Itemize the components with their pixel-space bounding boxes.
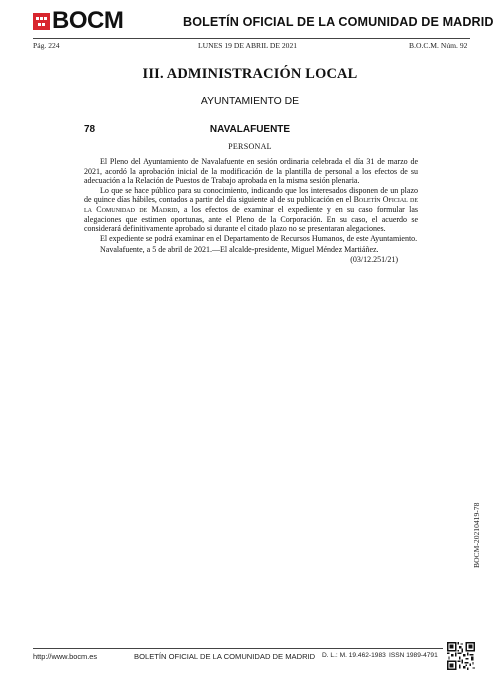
page-number: Pág. 224 xyxy=(33,41,60,50)
header-divider xyxy=(33,38,470,39)
bocm-logo xyxy=(33,7,124,34)
municipality-name: NAVALAFUENTE xyxy=(209,124,291,135)
gazette-name-inline: Boletín Oficial de la Comunidad de Madrid xyxy=(84,195,418,214)
issn-number: ISSN 1989-4791 xyxy=(389,652,438,659)
footer-divider xyxy=(33,648,443,649)
qr-code-icon xyxy=(447,642,475,670)
announcement-body xyxy=(84,157,418,265)
entry-number: 78 xyxy=(84,124,96,135)
paragraph-publication xyxy=(84,186,418,234)
gazette-title: BOLETÍN OFICIAL DE LA COMUNIDAD DE MADRID xyxy=(183,15,494,29)
reference-code: (03/12.251/21) xyxy=(350,254,398,264)
comunidad-madrid-flag-icon xyxy=(33,13,50,30)
publication-date: LUNES 19 DE ABRIL DE 2021 xyxy=(198,41,298,50)
footer-url-link[interactable]: http://www.bocm.es xyxy=(33,652,98,661)
legal-deposit: D. L.: M. 19.462-1983 xyxy=(322,652,386,659)
paragraph-publication-end: , a los efectos de examinar el expediente y en su caso formular las alegaciones que estimen oportunas, ante el Pleno de la Corporación. En su caso, el acuerdo se considerará definitivamente aprobado si durante el citado plazo no se presentaran alegaciones. xyxy=(84,204,418,234)
footer-title: BOLETÍN OFICIAL DE LA COMUNIDAD DE MADRID xyxy=(134,652,316,661)
document-code-vertical: BOCM-20210419-78 xyxy=(472,502,481,568)
paragraph-file-review: El expediente se podrá examinar en el Departamento de Recursos Humanos, de este Ayuntamiento. xyxy=(100,233,418,243)
issue-number: B.O.C.M. Núm. 92 xyxy=(409,41,468,50)
organization-label: AYUNTAMIENTO DE xyxy=(200,96,300,107)
section-title: III. ADMINISTRACIÓN LOCAL xyxy=(142,66,358,82)
logo-text: BOCM xyxy=(52,7,124,34)
paragraph-publication-start: Lo que se hace público para su conocimiento, indicando que los interesados disponen de un plazo de quince días hábiles, contados a partir del día siguiente al de su publicación en el xyxy=(84,185,418,205)
subject-label: PERSONAL xyxy=(228,142,272,151)
signature-line: Navalafuente, a 5 de abril de 2021.—El alcalde-presidente, Miguel Méndez Martiáñez. xyxy=(100,245,379,255)
paragraph-approval: El Pleno del Ayuntamiento de Navalafuente en sesión ordinaria celebrada el día 31 de marzo de 2021, acordó la aprobación inicial de la modificación de la plantilla de personal a los efectos de su adecuación a la Relación de Puestos de Trabajo aprobada en la misma sesión plenaria. xyxy=(84,157,418,186)
